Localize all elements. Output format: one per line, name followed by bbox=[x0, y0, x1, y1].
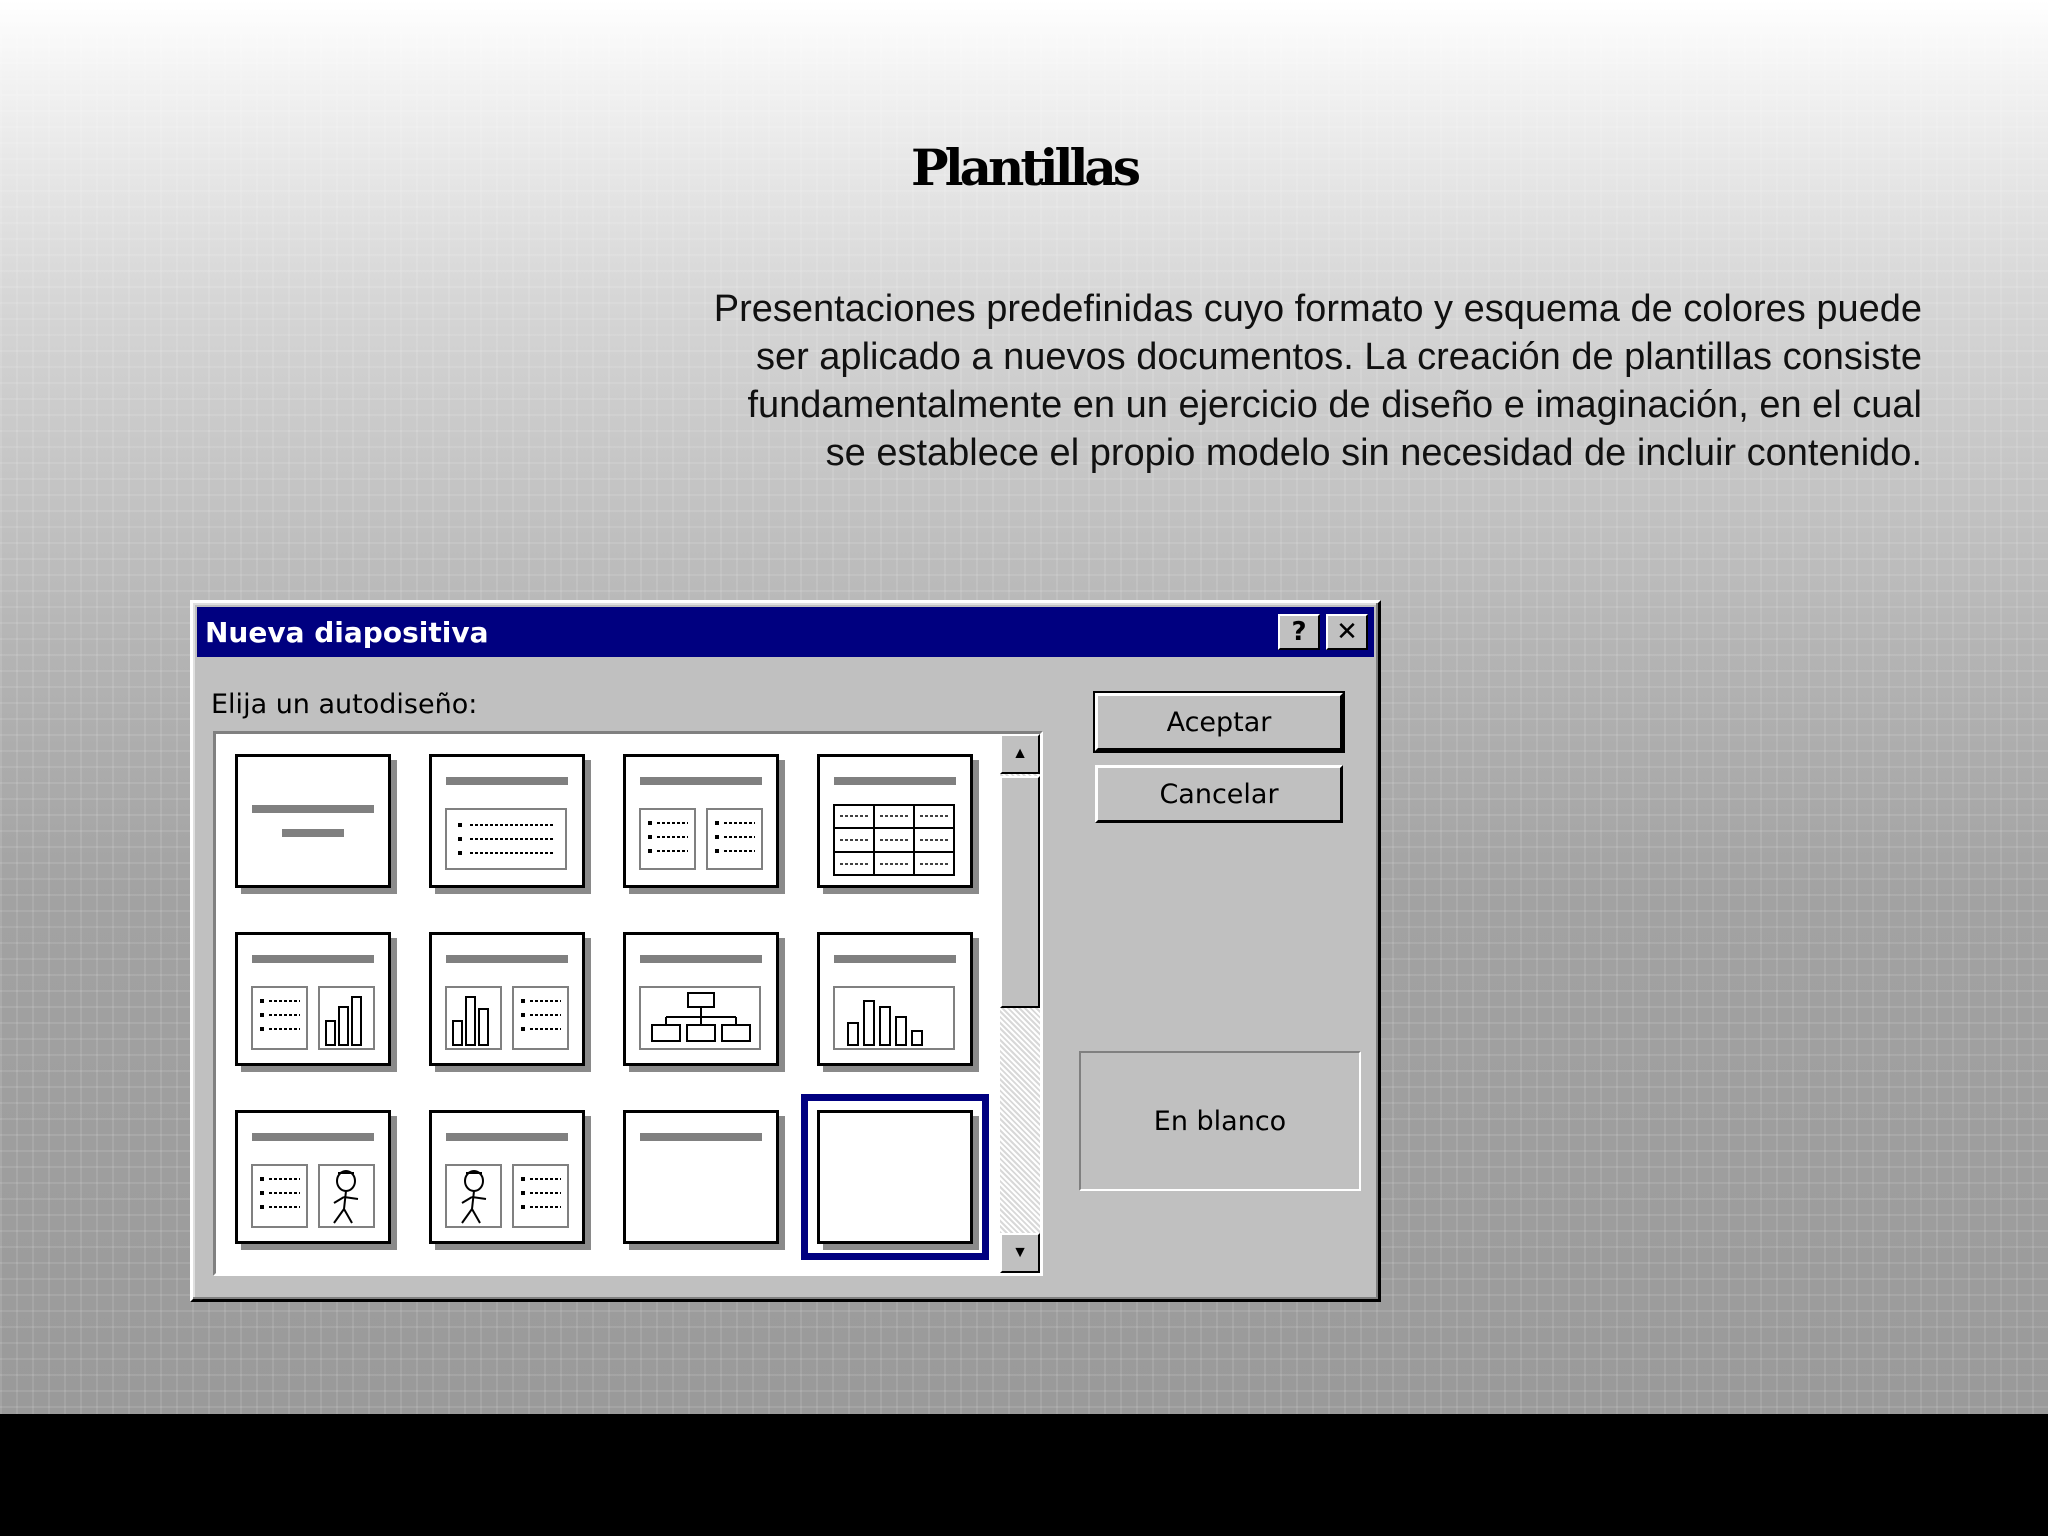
layout-chart-and-text[interactable] bbox=[429, 932, 585, 1066]
scroll-thumb[interactable] bbox=[1000, 776, 1040, 1008]
layout-bulleted-list[interactable] bbox=[429, 754, 585, 888]
scroll-down-button[interactable] bbox=[1000, 1233, 1040, 1273]
dialog-title: Nueva diapositiva bbox=[205, 616, 489, 649]
scroll-up-button[interactable] bbox=[1000, 734, 1040, 774]
bulleted-list-icon bbox=[432, 757, 582, 885]
close-button[interactable] bbox=[1326, 614, 1368, 650]
layout-scrollbar[interactable] bbox=[1000, 734, 1040, 1273]
chart-icon bbox=[820, 935, 970, 1063]
layout-list[interactable] bbox=[213, 731, 1043, 1276]
bottom-band bbox=[0, 1414, 2048, 1536]
org-chart-icon bbox=[626, 935, 776, 1063]
clipart-text-icon bbox=[432, 1113, 582, 1241]
title-slide-icon bbox=[238, 757, 388, 885]
layout-text-and-clip-art[interactable] bbox=[235, 1110, 391, 1244]
scroll-up-icon: ▲ bbox=[1012, 745, 1028, 762]
help-icon: ? bbox=[1291, 617, 1307, 647]
blank-icon bbox=[820, 1113, 970, 1241]
layout-two-column-text[interactable] bbox=[623, 754, 779, 888]
layout-clip-art-and-text[interactable] bbox=[429, 1110, 585, 1244]
chart-text-icon bbox=[432, 935, 582, 1063]
ok-button[interactable]: Aceptar bbox=[1095, 693, 1343, 751]
text-clipart-icon bbox=[238, 1113, 388, 1241]
layout-chart[interactable] bbox=[817, 932, 973, 1066]
cancel-button[interactable]: Cancelar bbox=[1095, 765, 1343, 823]
close-icon: ✕ bbox=[1336, 617, 1358, 647]
slide-description: Presentaciones predefinidas cuyo formato y esquema de colores puede ser aplicado a nuevos documentos. La creación de plantillas consiste fundamentalmente en un ejercicio de diseño e imaginación, en el cual se establece el propio modelo sin necesidad de incluir contenido. bbox=[713, 288, 1922, 474]
layout-text-and-chart[interactable] bbox=[235, 932, 391, 1066]
slide-title: Plantillas bbox=[911, 138, 1137, 197]
title-only-icon bbox=[626, 1113, 776, 1241]
layout-prompt: Elija un autodiseño: bbox=[211, 689, 478, 720]
layout-preview bbox=[1079, 1051, 1361, 1191]
two-column-text-icon bbox=[626, 757, 776, 885]
dialog-titlebar[interactable] bbox=[197, 607, 1374, 657]
layout-title-slide[interactable] bbox=[235, 754, 391, 888]
layout-blank[interactable] bbox=[817, 1110, 973, 1244]
layout-title-only[interactable] bbox=[623, 1110, 779, 1244]
preview-label: En blanco bbox=[1153, 1105, 1287, 1137]
table-icon bbox=[820, 757, 970, 885]
text-chart-icon bbox=[238, 935, 388, 1063]
layout-table[interactable] bbox=[817, 754, 973, 888]
layout-organization-chart[interactable] bbox=[623, 932, 779, 1066]
help-button[interactable] bbox=[1278, 614, 1320, 650]
scroll-down-icon: ▼ bbox=[1012, 1244, 1028, 1261]
new-slide-dialog bbox=[190, 600, 1381, 1302]
